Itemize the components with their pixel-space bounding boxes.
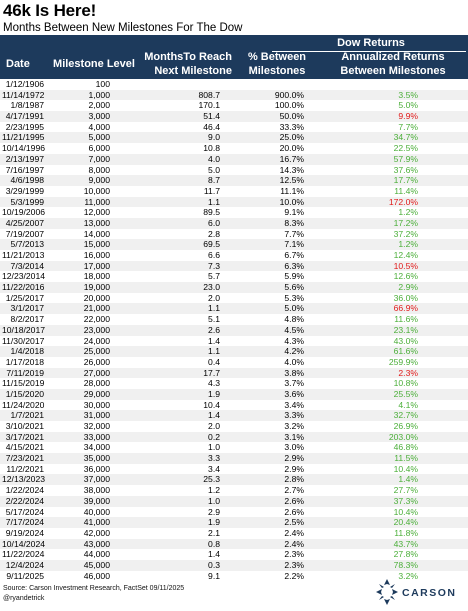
cell-months-to-reach: 808.7 [198, 89, 220, 100]
cell-pct-between: 2.4% [284, 538, 304, 549]
table-row [0, 218, 468, 229]
cell-date: 3/1/2017 [10, 303, 44, 314]
cell-milestone-level: 22,000 [83, 314, 110, 325]
cell-date: 11/2/2021 [6, 463, 44, 474]
cell-annualized-return: 172.0% [388, 196, 418, 207]
table-row [0, 474, 468, 485]
cell-date: 12/23/2014 [2, 271, 46, 282]
table-row [0, 207, 468, 218]
cell-annualized-return: 25.5% [393, 388, 418, 399]
cell-annualized-return: 259.9% [388, 356, 418, 367]
cell-date: 1/22/2024 [5, 485, 44, 496]
cell-months-to-reach: 0.2 [208, 431, 220, 442]
cell-months-to-reach: 9.1 [208, 570, 220, 581]
cell-annualized-return: 27.8% [393, 549, 418, 560]
cell-annualized-return: 7.7% [398, 121, 418, 132]
cell-date: 3/29/1999 [5, 185, 44, 196]
cell-date: 3/10/2021 [5, 421, 44, 431]
table-row [0, 400, 468, 411]
cell-date: 7/17/2024 [5, 517, 44, 528]
cell-date: 2/13/1997 [5, 153, 44, 164]
cell-months-to-reach: 25.3 [203, 474, 220, 485]
cell-milestone-level: 34,000 [83, 442, 110, 453]
cell-pct-between: 4.2% [284, 346, 304, 357]
cell-pct-between: 100.0% [274, 100, 304, 111]
cell-pct-between: 2.6% [284, 495, 304, 506]
cell-annualized-return: 3.2% [398, 570, 418, 581]
cell-date: 12/13/2023 [2, 474, 46, 485]
cell-annualized-return: 32.7% [393, 410, 418, 421]
cell-pct-between: 25.0% [279, 132, 304, 143]
cell-pct-between: 33.3% [279, 121, 304, 132]
cell-annualized-return: 46.8% [393, 442, 418, 453]
cell-annualized-return: 61.6% [393, 346, 418, 357]
cell-date: 11/22/2024 [2, 549, 45, 560]
cell-pct-between: 5.0% [284, 303, 304, 314]
cell-date: 11/21/1995 [2, 132, 45, 143]
table-row [0, 410, 468, 421]
table-row [0, 507, 468, 518]
cell-annualized-return: 43.0% [393, 335, 418, 346]
cell-pct-between: 5.3% [284, 292, 304, 303]
table-row [0, 293, 468, 304]
cell-months-to-reach: 1.9 [208, 388, 220, 399]
cell-annualized-return: 12.4% [393, 250, 418, 260]
cell-months-to-reach: 1.0 [208, 442, 220, 453]
cell-milestone-level: 33,000 [83, 431, 110, 442]
table-row [0, 90, 468, 101]
cell-months-to-reach: 1.4 [208, 549, 220, 560]
cell-annualized-return: 34.7% [393, 132, 418, 143]
cell-date: 5/7/2013 [10, 239, 44, 250]
page-subtitle: Months Between New Milestones For The Dow [3, 22, 243, 34]
cell-pct-between: 16.7% [279, 153, 304, 164]
cell-annualized-return: 66.9% [393, 303, 418, 314]
table-row [0, 271, 468, 282]
cell-pct-between: 12.5% [279, 175, 304, 186]
cell-annualized-return: 23.1% [393, 324, 418, 335]
cell-pct-between: 2.9% [284, 453, 304, 464]
table-row [0, 79, 468, 90]
cell-pct-between: 2.9% [284, 463, 304, 474]
cell-milestone-level: 20,000 [83, 292, 110, 303]
cell-date: 11/21/2013 [2, 250, 45, 260]
cell-date: 1/8/1987 [10, 100, 44, 111]
cell-milestone-level: 42,000 [83, 527, 110, 538]
table-row [0, 175, 468, 186]
cell-milestone-level: 21,000 [83, 303, 110, 314]
table-row [0, 132, 468, 143]
cell-annualized-return: 2.3% [398, 367, 418, 378]
table-row [0, 464, 468, 475]
cell-milestone-level: 7,000 [88, 153, 110, 164]
cell-annualized-return: 5.0% [398, 100, 418, 111]
cell-annualized-return: 10.8% [393, 378, 418, 389]
cell-annualized-return: 11.8% [394, 527, 418, 538]
cell-annualized-return: 203.0% [388, 431, 418, 442]
cell-pct-between: 2.6% [284, 506, 304, 517]
cell-months-to-reach: 2.0 [208, 292, 220, 303]
cell-date: 4/17/1991 [5, 111, 44, 122]
table-header [0, 35, 468, 79]
cell-annualized-return: 22.5% [393, 143, 418, 154]
cell-pct-between: 2.8% [284, 474, 304, 485]
table-row [0, 560, 468, 571]
cell-annualized-return: 10.5% [393, 260, 418, 271]
cell-pct-between: 900.0% [274, 89, 304, 100]
cell-pct-between: 2.4% [284, 527, 304, 538]
cell-milestone-level: 37,000 [83, 474, 110, 485]
cell-milestone-level: 27,000 [83, 367, 110, 378]
cell-date: 7/16/1997 [5, 164, 44, 175]
cell-pct-between: 8.3% [284, 217, 304, 228]
cell-annualized-return: 20.4% [393, 517, 418, 528]
cell-milestone-level: 6,000 [88, 143, 110, 154]
cell-milestone-level: 8,000 [88, 164, 110, 175]
cell-milestone-level: 4,000 [88, 121, 110, 132]
cell-months-to-reach: 6.0 [208, 217, 220, 228]
header-milestone-level: Milestone Level [53, 58, 135, 70]
cell-date: 11/15/2019 [2, 378, 45, 389]
cell-milestone-level: 35,000 [83, 453, 110, 464]
cell-months-to-reach: 4.0 [208, 153, 220, 164]
cell-date: 10/18/2017 [2, 324, 46, 335]
cell-milestone-level: 36,000 [83, 463, 110, 474]
cell-annualized-return: 36.0% [393, 292, 418, 303]
cell-annualized-return: 4.1% [398, 399, 418, 410]
cell-pct-between: 5.6% [284, 282, 304, 293]
cell-months-to-reach: 51.4 [203, 111, 220, 122]
cell-pct-between: 9.1% [284, 207, 304, 218]
cell-date: 11/24/2020 [2, 399, 45, 410]
cell-milestone-level: 19,000 [83, 282, 110, 293]
cell-date: 7/19/2007 [5, 228, 44, 239]
cell-annualized-return: 3.5% [398, 89, 418, 100]
cell-pct-between: 3.6% [284, 388, 304, 399]
cell-pct-between: 3.8% [284, 367, 304, 378]
cell-annualized-return: 2.9% [398, 282, 418, 293]
table-row [0, 442, 468, 453]
cell-milestone-level: 28,000 [83, 378, 110, 389]
cell-date: 10/14/2024 [2, 538, 46, 549]
cell-months-to-reach: 1.1 [208, 196, 220, 207]
cell-months-to-reach: 2.6 [208, 324, 220, 335]
cell-milestone-level: 29,000 [83, 388, 110, 399]
cell-pct-between: 4.0% [284, 356, 304, 367]
carson-logo-text: CARSON [402, 587, 457, 599]
cell-months-to-reach: 10.8 [203, 143, 220, 154]
cell-milestone-level: 30,000 [83, 399, 110, 410]
cell-date: 12/4/2024 [5, 559, 44, 570]
cell-milestone-level: 43,000 [83, 538, 110, 549]
table-row [0, 165, 468, 176]
cell-milestone-level: 2,000 [88, 100, 110, 111]
cell-pct-between: 2.2% [284, 570, 304, 581]
cell-milestone-level: 40,000 [83, 506, 110, 517]
cell-date: 1/15/2020 [5, 388, 44, 399]
cell-date: 7/11/2019 [6, 367, 44, 378]
table-row [0, 250, 468, 261]
cell-pct-between: 4.3% [284, 335, 304, 346]
cell-annualized-return: 10.4% [393, 506, 418, 517]
table-row [0, 325, 468, 336]
cell-date: 10/19/2006 [2, 207, 46, 218]
cell-date: 2/23/1995 [5, 121, 44, 132]
cell-milestone-level: 1,000 [88, 89, 110, 100]
author-handle: @ryandetrick [3, 595, 45, 602]
cell-pct-between: 4.5% [284, 324, 304, 335]
cell-pct-between: 5.9% [284, 271, 304, 282]
table-row [0, 421, 468, 432]
cell-pct-between: 2.3% [284, 549, 304, 560]
table-body [0, 79, 468, 581]
cell-milestone-level: 10,000 [83, 185, 110, 196]
cell-months-to-reach: 1.4 [208, 335, 220, 346]
cell-pct-between: 7.1% [284, 239, 304, 250]
table-row [0, 100, 468, 111]
table-row [0, 336, 468, 347]
table-row [0, 485, 468, 496]
cell-months-to-reach: 3.3 [208, 453, 220, 464]
table-row [0, 368, 468, 379]
cell-months-to-reach: 23.0 [203, 282, 220, 293]
cell-milestone-level: 17,000 [83, 260, 110, 271]
cell-annualized-return: 78.3% [393, 559, 418, 570]
cell-milestone-level: 45,000 [83, 559, 110, 570]
table-row [0, 186, 468, 197]
cell-pct-between: 3.1% [284, 431, 304, 442]
cell-months-to-reach: 1.1 [208, 303, 220, 314]
cell-pct-between: 2.5% [284, 517, 304, 528]
cell-pct-between: 6.7% [284, 250, 304, 260]
cell-milestone-level: 18,000 [83, 271, 110, 282]
cell-pct-between: 4.8% [284, 314, 304, 325]
cell-pct-between: 7.7% [284, 228, 304, 239]
cell-date: 7/23/2021 [5, 453, 44, 464]
cell-date: 1/4/2018 [10, 346, 44, 357]
cell-months-to-reach: 5.7 [208, 271, 220, 282]
cell-annualized-return: 1.2% [398, 239, 418, 250]
cell-annualized-return: 11.4% [394, 185, 418, 196]
cell-annualized-return: 1.4% [398, 474, 418, 485]
cell-pct-between: 10.0% [279, 196, 304, 207]
cell-milestone-level: 38,000 [83, 485, 110, 496]
table-row [0, 517, 468, 528]
table-row [0, 549, 468, 560]
table-row [0, 378, 468, 389]
table-row [0, 143, 468, 154]
table-row [0, 496, 468, 507]
table-row [0, 539, 468, 550]
cell-pct-between: 20.0% [279, 143, 304, 154]
table-row [0, 432, 468, 443]
cell-annualized-return: 1.2% [398, 207, 418, 218]
table-row [0, 453, 468, 464]
cell-annualized-return: 43.7% [393, 538, 418, 549]
cell-annualized-return: 17.7% [393, 175, 418, 186]
cell-months-to-reach: 1.1 [208, 346, 220, 357]
cell-milestone-level: 5,000 [88, 132, 110, 143]
table-row [0, 261, 468, 272]
table-row [0, 357, 468, 368]
cell-pct-between: 3.2% [284, 421, 304, 431]
cell-pct-between: 2.3% [284, 559, 304, 570]
cell-months-to-reach: 170.1 [198, 100, 220, 111]
cell-date: 2/22/2024 [5, 495, 44, 506]
cell-milestone-level: 41,000 [83, 517, 110, 528]
table-row [0, 303, 468, 314]
cell-pct-between: 11.1% [280, 185, 304, 196]
cell-date: 11/14/1972 [2, 89, 45, 100]
carson-logo [376, 579, 466, 605]
cell-date: 7/3/2014 [10, 260, 44, 271]
cell-milestone-level: 16,000 [83, 250, 110, 260]
header-date: Date [6, 58, 30, 70]
cell-pct-between: 6.3% [284, 260, 304, 271]
cell-months-to-reach: 89.5 [203, 207, 220, 218]
cell-annualized-return: 57.9% [393, 153, 418, 164]
cell-months-to-reach: 46.4 [203, 121, 220, 132]
table-row [0, 239, 468, 250]
cell-date: 3/17/2021 [5, 431, 44, 442]
cell-months-to-reach: 1.0 [208, 495, 220, 506]
cell-annualized-return: 37.2% [393, 228, 418, 239]
cell-annualized-return: 12.6% [393, 271, 418, 282]
cell-pct-between: 3.4% [284, 399, 304, 410]
cell-annualized-return: 17.2% [393, 217, 418, 228]
cell-date: 11/22/2016 [2, 282, 45, 293]
cell-annualized-return: 10.4% [393, 463, 418, 474]
header-pct-between: % Between Milestones [247, 51, 307, 77]
cell-date: 8/2/2017 [10, 314, 44, 325]
cell-months-to-reach: 1.4 [208, 410, 220, 421]
cell-months-to-reach: 9.0 [208, 132, 220, 143]
carson-logo-mark-icon [376, 579, 398, 605]
cell-date: 10/14/1996 [2, 143, 46, 154]
table-row [0, 282, 468, 293]
cell-months-to-reach: 1.9 [208, 517, 220, 528]
cell-milestone-level: 14,000 [83, 228, 110, 239]
cell-milestone-level: 23,000 [83, 324, 110, 335]
cell-milestone-level: 100 [95, 79, 110, 89]
cell-milestone-level: 3,000 [88, 111, 110, 122]
cell-annualized-return: 9.9% [398, 111, 418, 122]
header-annualized-returns: Annualized Returns Between Milestones [340, 51, 446, 77]
cell-months-to-reach: 7.3 [208, 260, 220, 271]
cell-milestone-level: 12,000 [83, 207, 110, 218]
cell-months-to-reach: 17.7 [203, 367, 220, 378]
cell-annualized-return: 11.5% [394, 453, 418, 464]
cell-milestone-level: 31,000 [83, 410, 110, 421]
table-row [0, 122, 468, 133]
cell-months-to-reach: 6.6 [208, 250, 220, 260]
cell-months-to-reach: 0.3 [208, 559, 220, 570]
cell-months-to-reach: 69.5 [203, 239, 220, 250]
table-row [0, 528, 468, 539]
cell-milestone-level: 9,000 [88, 175, 110, 186]
table-row [0, 154, 468, 165]
cell-milestone-level: 13,000 [83, 217, 110, 228]
cell-months-to-reach: 2.9 [208, 506, 220, 517]
cell-milestone-level: 25,000 [83, 346, 110, 357]
cell-pct-between: 3.7% [284, 378, 304, 389]
cell-months-to-reach: 2.8 [208, 228, 220, 239]
table-row [0, 314, 468, 325]
table-row [0, 389, 468, 400]
cell-months-to-reach: 4.3 [208, 378, 220, 389]
table-row [0, 197, 468, 208]
cell-months-to-reach: 5.1 [208, 314, 220, 325]
cell-date: 5/3/1999 [10, 196, 44, 207]
cell-annualized-return: 27.7% [393, 485, 418, 496]
cell-pct-between: 3.3% [284, 410, 304, 421]
cell-date: 11/30/2017 [2, 335, 45, 346]
header-months-to-reach: MonthsTo Reach Next Milestone [144, 51, 232, 77]
cell-milestone-level: 15,000 [83, 239, 110, 250]
cell-milestone-level: 39,000 [83, 495, 110, 506]
cell-date: 4/25/2007 [5, 217, 44, 228]
cell-months-to-reach: 1.2 [208, 485, 220, 496]
cell-pct-between: 14.3% [279, 164, 304, 175]
cell-date: 4/15/2021 [5, 442, 44, 453]
cell-milestone-level: 24,000 [83, 335, 110, 346]
cell-milestone-level: 11,000 [84, 196, 110, 207]
table-row [0, 346, 468, 357]
cell-months-to-reach: 2.0 [208, 421, 220, 431]
cell-months-to-reach: 0.8 [208, 538, 220, 549]
header-group-dow-returns: Dow Returns [337, 37, 405, 49]
cell-milestone-level: 26,000 [83, 356, 110, 367]
cell-milestone-level: 32,000 [83, 421, 110, 431]
cell-months-to-reach: 10.4 [203, 399, 220, 410]
table-row [0, 111, 468, 122]
cell-date: 1/17/2018 [5, 356, 44, 367]
cell-months-to-reach: 11.7 [203, 185, 220, 196]
cell-date: 1/25/2017 [5, 292, 44, 303]
cell-milestone-level: 44,000 [83, 549, 110, 560]
cell-months-to-reach: 3.4 [208, 463, 220, 474]
cell-annualized-return: 11.6% [394, 314, 418, 325]
cell-date: 1/12/1906 [5, 79, 44, 89]
cell-months-to-reach: 8.7 [208, 175, 220, 186]
cell-date: 4/6/1998 [10, 175, 44, 186]
table-row [0, 229, 468, 240]
cell-pct-between: 2.7% [284, 485, 304, 496]
cell-date: 9/19/2024 [5, 527, 44, 538]
source-note: Source: Carson Investment Research, FactSet 09/11/2025 [3, 585, 185, 592]
cell-date: 5/17/2024 [5, 506, 44, 517]
cell-annualized-return: 37.6% [393, 164, 418, 175]
cell-annualized-return: 37.3% [393, 495, 418, 506]
cell-pct-between: 3.0% [284, 442, 304, 453]
cell-milestone-level: 46,000 [83, 570, 110, 581]
cell-months-to-reach: 2.1 [208, 527, 220, 538]
cell-months-to-reach: 0.4 [208, 356, 220, 367]
page-title: 46k Is Here! [3, 1, 97, 20]
cell-date: 1/7/2021 [10, 410, 44, 421]
cell-date: 9/11/2025 [6, 570, 44, 581]
cell-annualized-return: 26.9% [393, 421, 418, 431]
cell-months-to-reach: 5.0 [208, 164, 220, 175]
cell-pct-between: 50.0% [279, 111, 304, 122]
